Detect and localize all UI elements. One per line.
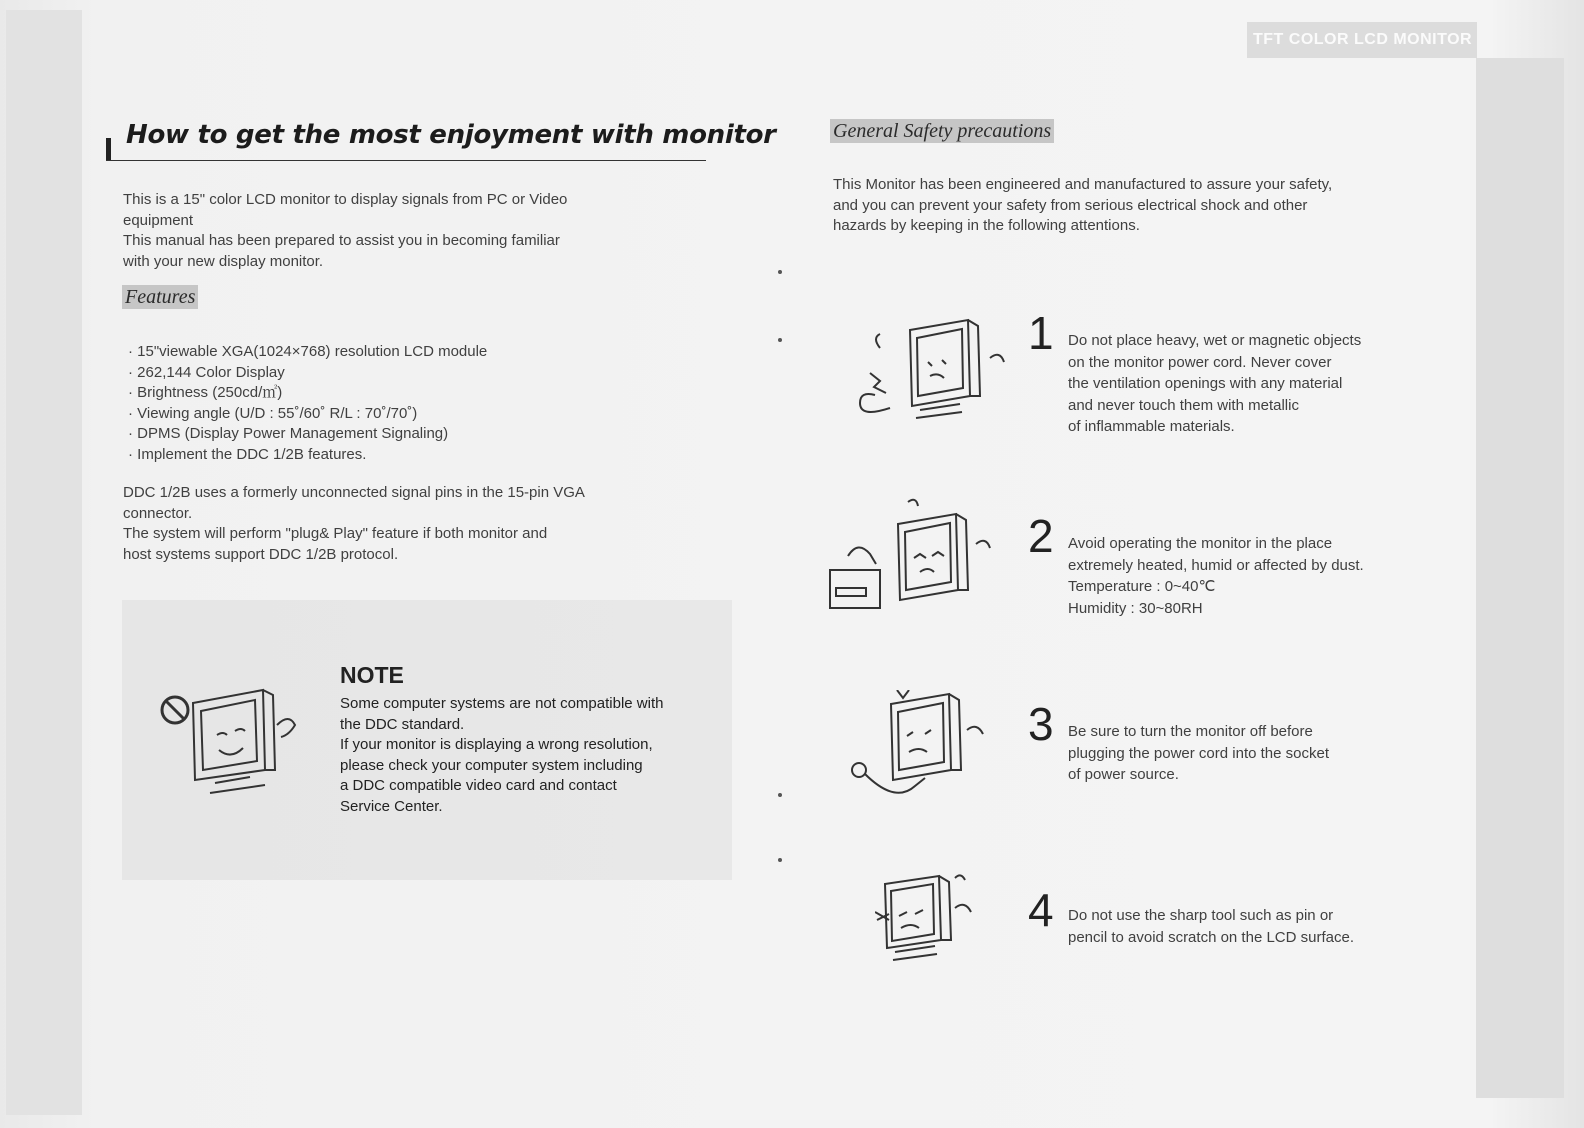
right-margin-strip [1476,58,1564,1098]
intro-line: with your new display monitor. [123,252,324,270]
precaution-line: the ventilation openings with any material [1068,375,1343,392]
title-marker [106,138,111,160]
safety-heading [830,120,1054,143]
ddc-line: connector. [123,504,193,522]
note-line: a DDC compatible video card and contact [340,777,617,794]
feature-item: · 15"viewable XGA(1024×768) resolution LCD module [128,343,488,360]
item-number: 3 [1028,698,1054,750]
page-title-text: How to get the most enjoyment with monitor [126,120,776,150]
precaution-line: of inflammable materials. [1068,418,1235,435]
intro-paragraph [123,190,567,272]
features-heading-text: Features [122,285,198,309]
precaution-line: and never touch them with metallic [1068,396,1299,414]
note-line: the DDC standard. [340,715,465,733]
feature-item: · Viewing angle (U/D : 55˚/60˚ R/L : 70˚/70˚) [128,404,418,422]
note-title: NOTE [340,662,404,688]
ddc-line: host systems support DDC 1/2B protocol. [123,545,399,563]
precaution-line: Do not use the sharp tool such as pin or [1068,907,1334,924]
precaution-line: plugging the power cord into the socket [1068,744,1329,762]
note-line: Service Center. [340,797,443,815]
safety-heading-text: General Safety precautions [830,119,1054,143]
precaution-line: extremely heated, humid or affected by dust. [1068,556,1364,574]
precaution-text [1068,533,1364,619]
note-body [340,694,663,817]
precaution-line: pencil to avoid scratch on the LCD surface. [1068,928,1354,946]
safety-intro-line: This Monitor has been engineered and manufactured to assure your safety, [833,176,1333,193]
note-line: Some computer systems are not compatible with [340,695,664,712]
feature-item: · Brightness (250cd/㎡) [128,384,283,401]
features-heading [122,286,198,309]
divider-dot [778,270,782,274]
features-list [128,342,487,465]
header-band: TFT COLOR LCD MONITOR [1247,22,1477,58]
precaution-line: Do not place heavy, wet or magnetic objects [1068,332,1362,349]
precaution-line: Avoid operating the monitor in the place [1068,535,1333,552]
item-number: 4 [1028,884,1054,936]
precaution-line: of power source. [1068,766,1179,783]
precaution-line: Be sure to turn the monitor off before [1068,723,1313,740]
monitor-scratch-warning-illustration [875,872,1005,967]
precaution-line: Temperature : 0~40℃ [1068,578,1216,595]
item-number: 1 [1028,307,1054,359]
precaution-line: on the monitor power cord. Never cover [1068,353,1332,371]
item-number: 2 [1028,510,1054,562]
feature-item: · 262,144 Color Display [128,363,285,381]
feature-item: · DPMS (Display Power Management Signaling) [128,425,449,442]
left-margin-strip [6,10,82,1115]
safety-intro-line: hazards by keeping in the following attentions. [833,217,1140,234]
divider-dot [778,793,782,797]
divider-dot [778,338,782,342]
intro-line: This manual has been prepared to assist you in becoming familiar [123,232,560,249]
note-line: please check your computer system including [340,756,643,774]
safety-intro [833,175,1332,237]
monitor-heat-warning-illustration [828,498,1008,618]
monitor-power-off-illustration [845,690,1005,805]
precaution-line: Humidity : 30~80RH [1068,599,1203,617]
safety-intro-line: and you can prevent your safety from serious electrical shock and other [833,196,1308,214]
intro-line: This is a 15" color LCD monitor to display signals from PC or Video [123,191,568,208]
ddc-line: DDC 1/2B uses a formerly unconnected signal pins in the 15-pin VGA [123,484,585,501]
ddc-line: The system will perform "plug& Play" feature if both monitor and [123,525,548,542]
note-monitor-illustration [155,685,305,800]
page-title [106,120,776,161]
precaution-text [1068,721,1329,786]
precaution-text [1068,330,1361,438]
feature-item: · Implement the DDC 1/2B features. [128,445,367,463]
ddc-paragraph [123,483,585,565]
precaution-text [1068,905,1354,948]
note-line: If your monitor is displaying a wrong resolution, [340,736,653,753]
intro-line: equipment [123,211,194,229]
divider-dot [778,858,782,862]
monitor-cord-warning-illustration [850,318,1010,428]
